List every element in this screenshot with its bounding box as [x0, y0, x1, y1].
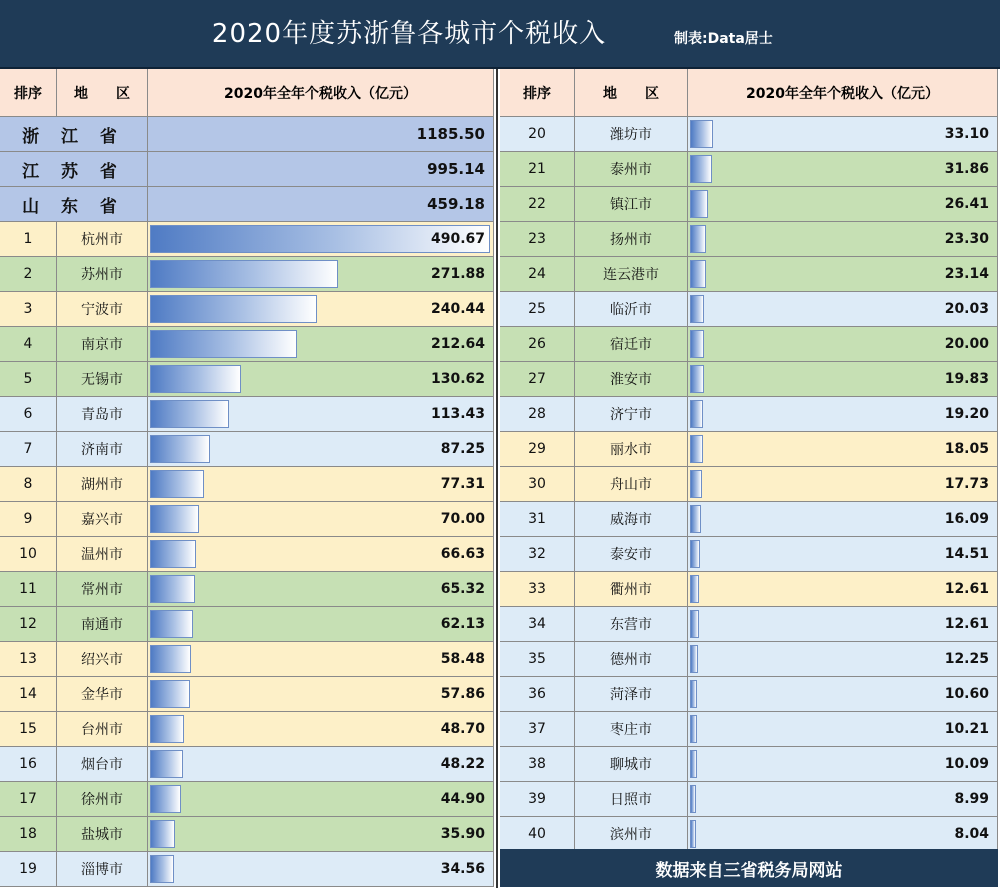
value-bar — [690, 505, 701, 533]
value-bar — [150, 470, 204, 498]
value-bar — [150, 820, 175, 848]
table-row-value — [688, 817, 998, 852]
table-row-rank: 31 — [500, 502, 575, 537]
table-row-city: 苏州市 — [57, 257, 148, 292]
value-label: 26.41 — [944, 196, 989, 212]
table-row-rank: 40 — [500, 817, 575, 852]
table-row-value — [688, 467, 998, 502]
table-row-value — [148, 817, 494, 852]
value-label: 10.09 — [944, 756, 989, 772]
table-row-rank: 26 — [500, 327, 575, 362]
credit-label: 制表:Data居士 — [674, 31, 773, 47]
table-row-city: 济南市 — [57, 432, 148, 467]
column-header-rank: 排序 — [500, 69, 575, 117]
table-row-rank: 20 — [500, 117, 575, 152]
value-bar — [690, 715, 697, 743]
table-row-rank: 7 — [0, 432, 57, 467]
table-row-rank: 33 — [500, 572, 575, 607]
value-bar — [690, 610, 699, 638]
table-row-rank: 18 — [0, 817, 57, 852]
table-row-city: 温州市 — [57, 537, 148, 572]
table-row-value — [148, 642, 494, 677]
value-bar — [150, 750, 183, 778]
table-row-rank: 19 — [0, 852, 57, 887]
table-row-value — [688, 152, 998, 187]
value-label: 14.51 — [944, 546, 989, 562]
table-row-value — [148, 292, 494, 327]
table-row-value — [688, 397, 998, 432]
value-bar — [690, 330, 704, 358]
value-label: 18.05 — [944, 441, 989, 457]
value-label: 8.99 — [954, 791, 989, 807]
province-value-label: 995.14 — [427, 160, 485, 178]
table-row-rank: 32 — [500, 537, 575, 572]
table-row-city: 烟台市 — [57, 747, 148, 782]
value-label: 23.30 — [944, 231, 989, 247]
table-row-rank: 11 — [0, 572, 57, 607]
table-row-rank: 5 — [0, 362, 57, 397]
province-name: 山 东 省 — [0, 187, 148, 222]
table-row-value — [688, 607, 998, 642]
table-divider — [496, 69, 498, 888]
table-row-rank: 25 — [500, 292, 575, 327]
value-label: 20.00 — [944, 336, 989, 352]
value-label: 34.56 — [440, 861, 485, 877]
table-row-rank: 38 — [500, 747, 575, 782]
table-row-rank: 17 — [0, 782, 57, 817]
table-row-city: 泰安市 — [575, 537, 688, 572]
value-label: 130.62 — [430, 371, 485, 387]
column-header-rank: 排序 — [0, 69, 57, 117]
table-row-rank: 30 — [500, 467, 575, 502]
value-bar — [690, 400, 703, 428]
table-row-city: 宁波市 — [57, 292, 148, 327]
value-bar — [690, 155, 712, 183]
value-bar — [150, 505, 199, 533]
table-row-city: 盐城市 — [57, 817, 148, 852]
table-row-city: 徐州市 — [57, 782, 148, 817]
table-row-city: 青岛市 — [57, 397, 148, 432]
value-bar — [150, 540, 196, 568]
value-bar — [150, 680, 190, 708]
value-label: 62.13 — [440, 616, 485, 632]
table-row-value — [688, 187, 998, 222]
table-row-value — [688, 327, 998, 362]
table-row-city: 威海市 — [575, 502, 688, 537]
table-row-value — [688, 782, 998, 817]
table-row-rank: 8 — [0, 467, 57, 502]
title-bar — [0, 0, 1000, 69]
value-bar — [150, 260, 338, 288]
table-row-city: 丽水市 — [575, 432, 688, 467]
value-bar — [690, 190, 708, 218]
value-label: 58.48 — [440, 651, 485, 667]
value-label: 240.44 — [430, 301, 485, 317]
value-bar — [690, 260, 706, 288]
table-row-city: 绍兴市 — [57, 642, 148, 677]
table-row-city: 无锡市 — [57, 362, 148, 397]
value-bar — [690, 645, 698, 673]
table-row-city: 舟山市 — [575, 467, 688, 502]
value-label: 66.63 — [440, 546, 485, 562]
value-label: 12.25 — [944, 651, 989, 667]
province-value — [148, 117, 494, 152]
table-row-city: 菏泽市 — [575, 677, 688, 712]
column-header-value: 2020年全年个税收入（亿元） — [688, 69, 998, 117]
table-row-rank: 23 — [500, 222, 575, 257]
table-row-rank: 22 — [500, 187, 575, 222]
value-label: 10.60 — [944, 686, 989, 702]
table-row-value — [148, 327, 494, 362]
value-label: 17.73 — [944, 476, 989, 492]
table-row-city: 日照市 — [575, 782, 688, 817]
table-row-city: 嘉兴市 — [57, 502, 148, 537]
value-bar — [690, 120, 713, 148]
table-row-value — [148, 257, 494, 292]
table-row-rank: 24 — [500, 257, 575, 292]
value-label: 20.03 — [944, 301, 989, 317]
value-bar — [150, 365, 241, 393]
value-bar — [690, 820, 696, 848]
table-row-city: 湖州市 — [57, 467, 148, 502]
value-bar — [150, 785, 181, 813]
table-row-city: 连云港市 — [575, 257, 688, 292]
value-bar — [150, 400, 229, 428]
table-row-city: 潍坊市 — [575, 117, 688, 152]
province-name: 浙 江 省 — [0, 117, 148, 152]
table-row-value — [688, 222, 998, 257]
table-row-value — [148, 712, 494, 747]
table-row-value — [148, 572, 494, 607]
table-row-rank: 39 — [500, 782, 575, 817]
table-row-value — [688, 502, 998, 537]
table-row-rank: 16 — [0, 747, 57, 782]
value-bar — [690, 470, 702, 498]
table-row-value — [688, 292, 998, 327]
table-row-rank: 1 — [0, 222, 57, 257]
value-label: 48.22 — [440, 756, 485, 772]
value-bar — [150, 330, 297, 358]
province-value-label: 459.18 — [427, 195, 485, 213]
value-bar — [150, 715, 184, 743]
value-label: 35.90 — [440, 826, 485, 842]
province-value — [148, 152, 494, 187]
table-row-rank: 34 — [500, 607, 575, 642]
table-row-city: 济宁市 — [575, 397, 688, 432]
value-label: 16.09 — [944, 511, 989, 527]
table-row-city: 泰州市 — [575, 152, 688, 187]
table-row-city: 南通市 — [57, 607, 148, 642]
value-label: 33.10 — [944, 126, 989, 142]
value-bar — [150, 855, 174, 883]
table-row-value — [148, 677, 494, 712]
table-row-value — [148, 537, 494, 572]
table-row-city: 杭州市 — [57, 222, 148, 257]
page-title: 2020年度苏浙鲁各城市个税收入 — [211, 19, 607, 49]
table-row-rank: 3 — [0, 292, 57, 327]
source-note: 数据来自三省税务局网站 — [500, 849, 998, 887]
table-row-city: 东营市 — [575, 607, 688, 642]
table-row-city: 常州市 — [57, 572, 148, 607]
table-row-value — [148, 467, 494, 502]
value-label: 48.70 — [440, 721, 485, 737]
table-row-value — [688, 677, 998, 712]
table-row-value — [688, 362, 998, 397]
value-bar — [150, 295, 317, 323]
table-row-city: 淮安市 — [575, 362, 688, 397]
value-bar — [690, 225, 706, 253]
table-row-value — [148, 222, 494, 257]
value-bar — [690, 295, 704, 323]
column-header-value: 2020年全年个税收入（亿元） — [148, 69, 494, 117]
table-row-value — [148, 432, 494, 467]
table-row-value — [688, 572, 998, 607]
table-row-rank: 36 — [500, 677, 575, 712]
value-bar — [690, 785, 696, 813]
table-row-rank: 14 — [0, 677, 57, 712]
table-row-city: 聊城市 — [575, 747, 688, 782]
value-label: 87.25 — [440, 441, 485, 457]
table-row-rank: 2 — [0, 257, 57, 292]
column-header-region: 地 区 — [57, 69, 148, 117]
table-row-city: 台州市 — [57, 712, 148, 747]
table-row-rank: 29 — [500, 432, 575, 467]
table-row-rank: 4 — [0, 327, 57, 362]
value-label: 23.14 — [944, 266, 989, 282]
value-bar — [150, 435, 210, 463]
value-bar — [690, 365, 704, 393]
table-row-rank: 10 — [0, 537, 57, 572]
table-row-rank: 37 — [500, 712, 575, 747]
table-row-rank: 27 — [500, 362, 575, 397]
value-label: 10.21 — [944, 721, 989, 737]
table-row-value — [688, 712, 998, 747]
table-row-value — [148, 747, 494, 782]
value-bar — [690, 680, 697, 708]
table-row-rank: 35 — [500, 642, 575, 677]
table-row-value — [148, 607, 494, 642]
table-row-rank: 6 — [0, 397, 57, 432]
table-row-value — [148, 852, 494, 887]
table-row-value — [688, 117, 998, 152]
table-row-city: 南京市 — [57, 327, 148, 362]
table-row-value — [688, 432, 998, 467]
value-label: 8.04 — [954, 826, 989, 842]
value-label: 57.86 — [440, 686, 485, 702]
value-bar — [690, 540, 700, 568]
table-row-city: 枣庄市 — [575, 712, 688, 747]
table-row-rank: 12 — [0, 607, 57, 642]
table-row-rank: 21 — [500, 152, 575, 187]
value-label: 19.20 — [944, 406, 989, 422]
value-bar — [690, 435, 703, 463]
table-row-value — [688, 747, 998, 782]
value-label: 12.61 — [944, 581, 989, 597]
value-bar — [690, 750, 697, 778]
province-value — [148, 187, 494, 222]
value-label: 113.43 — [430, 406, 485, 422]
table-row-rank: 28 — [500, 397, 575, 432]
value-label: 490.67 — [430, 231, 485, 247]
value-label: 44.90 — [440, 791, 485, 807]
table-row-value — [688, 642, 998, 677]
value-label: 77.31 — [440, 476, 485, 492]
table-row-value — [148, 782, 494, 817]
value-bar — [690, 575, 699, 603]
table-row-city: 临沂市 — [575, 292, 688, 327]
table-row-value — [148, 362, 494, 397]
value-label: 31.86 — [944, 161, 989, 177]
value-label: 19.83 — [944, 371, 989, 387]
table-row-value — [688, 257, 998, 292]
value-bar — [150, 575, 195, 603]
value-label: 70.00 — [440, 511, 485, 527]
value-label: 212.64 — [430, 336, 485, 352]
table-row-value — [148, 502, 494, 537]
value-bar — [150, 610, 193, 638]
table-row-value — [688, 537, 998, 572]
table-row-city: 宿迁市 — [575, 327, 688, 362]
table-row-rank: 9 — [0, 502, 57, 537]
table-row-city: 金华市 — [57, 677, 148, 712]
table-row-city: 镇江市 — [575, 187, 688, 222]
table-row-city: 淄博市 — [57, 852, 148, 887]
table-row-city: 衢州市 — [575, 572, 688, 607]
value-bar — [150, 645, 191, 673]
table-row-value — [148, 397, 494, 432]
value-label: 271.88 — [430, 266, 485, 282]
table-row-city: 扬州市 — [575, 222, 688, 257]
province-name: 江 苏 省 — [0, 152, 148, 187]
table-row-city: 德州市 — [575, 642, 688, 677]
value-label: 12.61 — [944, 616, 989, 632]
value-label: 65.32 — [440, 581, 485, 597]
table-row-rank: 13 — [0, 642, 57, 677]
column-header-region: 地 区 — [575, 69, 688, 117]
table-row-rank: 15 — [0, 712, 57, 747]
province-value-label: 1185.50 — [416, 125, 485, 143]
table-row-city: 滨州市 — [575, 817, 688, 852]
